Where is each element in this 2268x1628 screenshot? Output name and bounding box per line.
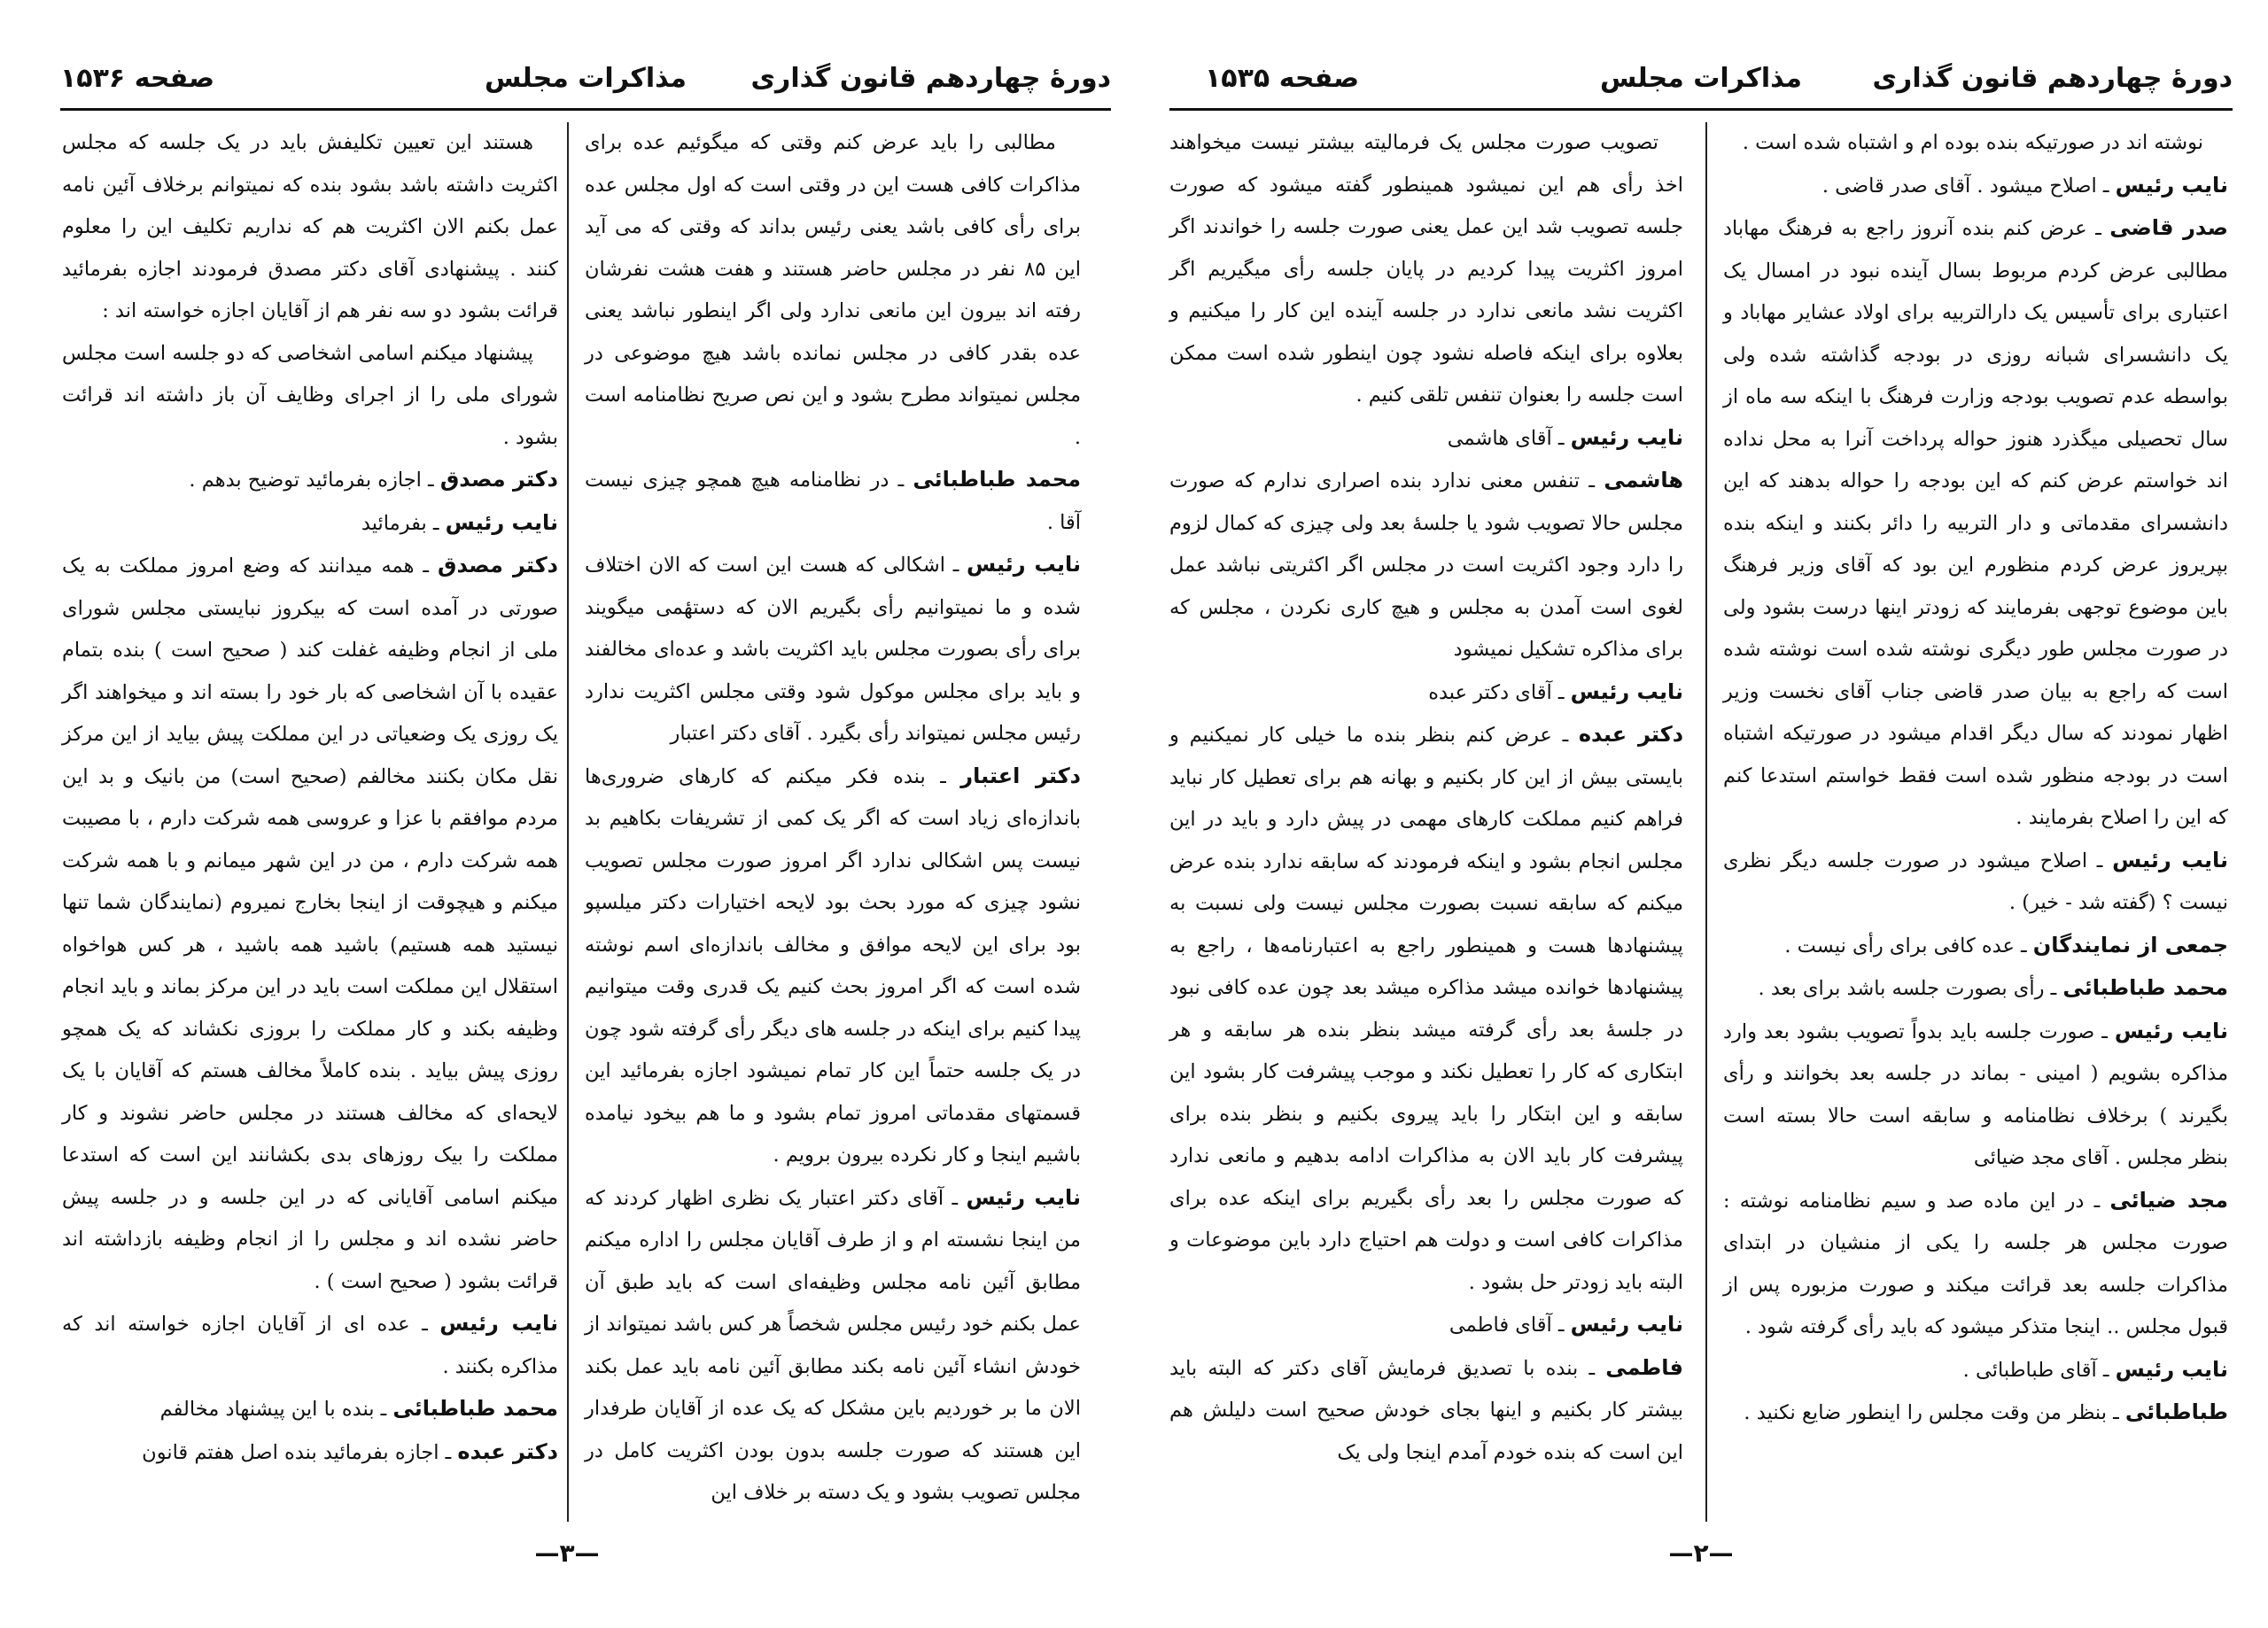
paragraph-text: آقای فاطمی xyxy=(1449,1314,1552,1337)
paragraph-text: آقای دکتر عبده xyxy=(1428,680,1552,704)
speaker-name: دکتر مصدق xyxy=(437,553,558,578)
speaker-name: صدر قاضی xyxy=(2109,215,2228,240)
paragraph-text: آقای طباطبائی . xyxy=(1962,1358,2097,1382)
text-column-right xyxy=(1723,122,2228,1435)
speaker-name: نایب رئیس xyxy=(1570,678,1683,704)
paragraph-text: هستند این تعیین تکلیفش باید در یک جلسه که مجلس اکثریت داشته باشد بشود بنده که نمیتوانم برخلاف آئین نامه عمل بکنم الان اکثریت هم که نداریم تکلیف این را معلوم کنند . پیشنهادی آقای دکتر مصدق فرمودند اجازه بفرمائید قرائت بشود دو سه نفر هم از آقایان اجازه خواسته اند : xyxy=(62,131,558,322)
speaker-dash: ـ xyxy=(421,469,440,492)
speaker-name: مجد ضیائی xyxy=(2109,1187,2228,1213)
speaker-name: نایب رئیس xyxy=(1570,1312,1683,1337)
journal-subtitle: مذاکرات مجلس xyxy=(1599,63,1803,94)
paragraph xyxy=(1723,1180,2228,1349)
page-header xyxy=(60,53,1111,105)
paragraph-text: بنظر من وقت مجلس را اینطور ضایع نکنید . xyxy=(1744,1401,2107,1424)
speaker-name: دکتر عبده xyxy=(1578,722,1684,747)
paragraph xyxy=(62,122,558,333)
paragraph xyxy=(1169,417,1683,461)
paragraph xyxy=(62,459,558,502)
speaker-dash: ـ xyxy=(1580,469,1604,492)
paragraph xyxy=(1169,671,1683,715)
page-header xyxy=(1169,53,2233,105)
speaker-dash: ـ xyxy=(2106,1401,2125,1424)
header-rule xyxy=(60,108,1111,111)
speaker-dash: ـ xyxy=(439,1440,458,1464)
speaker-name: نایب رئیس xyxy=(967,552,1081,577)
page-footer-number: —۳— xyxy=(534,1539,600,1568)
paragraph xyxy=(1723,1392,2228,1435)
paragraph xyxy=(62,1431,558,1475)
speaker-name: فاطمی xyxy=(1605,1354,1683,1380)
paragraph xyxy=(1723,840,2228,925)
right-page xyxy=(1134,0,2268,1628)
speaker-dash: ـ xyxy=(414,554,438,578)
journal-subtitle: مذاکرات مجلس xyxy=(484,63,687,94)
paragraph-text: بنده با این پیشنهاد مخالفم xyxy=(159,1398,375,1421)
paragraph-text: عرض کنم بنظر بنده ما خیلی کار نمیکنیم و بایستی بیش از این کار بکنیم و بهانه هم برای تعطیل کار نباید فراهم کنیم مملکت کارهای مهمی در پیش دارد و باید در این مجلس انجام بشود و اینکه فرمودند که سابقه ندارد بنده عرض میکنم که سابقه نسبت بصورت مجلس نیست ولی نسبت به پیشنهادها هست و همینطور راجع به اعتبارنامه‌ها ، راجع به پیشنهادها خوانده میشد مذاکره میشد بعد چون عده کافی نبود در جلسهٔ بعد رأی گرفته میشد بنظر بنده هر سابقه و هر ابتکاری که کار را تعطیل نکند و موجب پیشرفت کار بشود این سابقه و این ابتکار را باید پیروی بکنیم و بنظر بنده برای پیشرفت کار باید الان به مذاکرات ادامه بدهیم و مانعی ندارد که صورت مجلس را بعد رأی بگیریم برای اینکه عده برای مذاکرات کافی است و دولت هم احتیاج دارد باین موضوعات و البته باید زودتر حل بشود . xyxy=(1169,724,1683,1294)
paragraph xyxy=(1723,165,2228,208)
speaker-name: نایب رئیس xyxy=(2115,172,2228,198)
speaker-dash: ـ xyxy=(409,1313,440,1336)
speaker-name: دکتر عبده xyxy=(457,1438,558,1464)
paragraph xyxy=(62,502,558,546)
paragraph-text: رأی بصورت جلسه باشد برای بعد . xyxy=(1758,977,2045,1000)
paragraph xyxy=(1169,714,1683,1304)
speaker-dash: ـ xyxy=(1551,724,1579,747)
speaker-dash: ـ xyxy=(2094,1019,2115,1043)
paragraph-text: بفرمائید xyxy=(361,511,427,535)
speaker-dash: ـ xyxy=(2014,934,2033,957)
speaker-name: نایب رئیس xyxy=(966,1184,1081,1210)
paragraph xyxy=(1169,1347,1683,1475)
speaker-name: دکتر مصدق xyxy=(439,467,558,492)
paragraph xyxy=(62,333,558,460)
paragraph xyxy=(1723,925,2228,968)
speaker-name: نایب رئیس xyxy=(445,509,558,535)
paragraph-text: پیشنهاد میکنم اسامی اشخاصی که دو جلسه است مجلس شورای ملی را از اجرای وظایف آن باز داشته اند قرائت بشود . xyxy=(62,341,558,449)
paragraph xyxy=(1723,967,2228,1011)
paragraph xyxy=(1169,122,1683,417)
paragraph xyxy=(1723,1011,2228,1180)
speaker-dash: ـ xyxy=(2044,977,2063,1000)
speaker-dash: ـ xyxy=(2087,849,2113,872)
paragraph-text: اجازه بفرمائید بنده اصل هفتم قانون xyxy=(142,1440,439,1464)
speaker-name: نایب رئیس xyxy=(439,1311,558,1336)
paragraph xyxy=(585,122,1081,459)
paragraph-text: اصلاح میشود در صورت جلسه دیگر نظری نیست ؟ (گفته شد - خیر) . xyxy=(1723,849,2228,914)
speaker-dash: ـ xyxy=(944,1186,967,1210)
paragraph-text: اصلاح میشود . آقای صدر قاضی . xyxy=(1821,174,2097,198)
journal-title: دورهٔ چهاردهم قانون گذاری xyxy=(1872,63,2233,94)
speaker-name: نایب رئیس xyxy=(2112,847,2228,872)
speaker-dash: ـ xyxy=(1551,1314,1571,1337)
speaker-dash: ـ xyxy=(889,469,913,492)
paragraph-text: تنفس معنی ندارد بنده اصراری ندارم که صورت مجلس حالا تصویب شود یا جلسهٔ بعد ولی چیزی که کمال لزوم را دارد وجود اکثریت است در مجلس اگر اکثریتی نباشد عمل لغوی است آمدن به مجلس و هیچ کاری نکردن ، مجلس که برای مذاکره تشکیل نمیشود xyxy=(1169,469,1683,661)
speaker-dash: ـ xyxy=(925,764,961,788)
text-column-right xyxy=(585,122,1081,1515)
paragraph-text: در این ماده صد و سیم نظامنامه نوشته : صورت مجلس هر جلسه را یکی از منشیان در ابتدای مذاکرات جلسه بعد قرائت میکند و صورت مزبوره پس از قبول مجلس .. اینجا متذکر میشود که باید رأی گرفته شود . xyxy=(1723,1189,2228,1338)
speaker-dash: ـ xyxy=(1578,1356,1606,1380)
speaker-dash: ـ xyxy=(2086,217,2110,240)
speaker-name: طباطبائی xyxy=(2124,1399,2228,1424)
page-number: صفحه ۱۵۳۵ xyxy=(1205,63,1360,94)
speaker-dash: ـ xyxy=(374,1398,393,1421)
paragraph-text: عرض کنم بنده آنروز راجع به فرهنگ مهاباد مطالبی عرض کردم مربوط بسال آینده نبود در امسال یک اعتباری برای تأسیس یک دارالتربیه برای اولاد عشایر مهاباد و یک دانشسرای شبانه روزی در بودجه گذاشته شده ولی بواسطه عدم تصویب بودجه وزارت فرهنگ با اینکه سه ماه از سال تحصیلی میگذرد هنوز حواله پرداخت آنرا به محل نداده اند خواستم عرض کنم که این بودجه را حواله بدهند که این دانشسرای مقدماتی و دار التربیه را دائر بکنند و اینکه بنده بپریروز عرض کردم منظورم این بود که آقای وزیر فرهنگ باین موضوع توجهی بفرمایند که زودتر اینها درست بشود ولی در صورت مجلس طور دیگری نوشته شده است نوشته شده است که راجع به بیان صدر قاضی جناب آقای نخست وزیر اظهار نمودند که سال دیگر اقدام میشود در صورتیکه اشتباه است در بودجه منظور شده است فقط خواستم استدعا کنم که این را اصلاح بفرمایند . xyxy=(1723,217,2228,829)
text-column-left xyxy=(62,122,558,1474)
paragraph xyxy=(585,756,1081,1177)
column-divider xyxy=(1705,122,1707,1522)
page-footer-number: —۲— xyxy=(1668,1539,1734,1568)
paragraph xyxy=(62,545,558,1303)
speaker-name: نایب رئیس xyxy=(2115,1356,2228,1382)
speaker-name: محمد طباطبائی xyxy=(392,1396,558,1421)
paragraph-text: عده ای از آقایان اجازه خواسته اند که مذاکره بکنند . xyxy=(62,1313,558,1378)
paragraph-text: بنده فکر میکنم که کارهای ضروری‌ها باندازه‌ای زیاد است که اگر یک کمی از تشریفات بکاهیم بد نیست پس اشکالی ندارد اگر امروز صورت مجلس تصویب نشود چیزی که مورد بحث بود لایحه اختیارات دکتر میلسپو بود برای این لایحه موافق و مخالف باندازه‌ای اسم نوشته شده است که اگر امروز بحث کنیم یک قدری وقت میتوانیم پیدا کنیم برای اینکه در جلسه های دیگر رأی گرفته شود چون در یک جلسه حتماً این کار تمام نمیشود اجازه بفرمائید این قسمتهای مقدماتی امروز تمام بشود و ما هم بیخود نیامده باشیم اینجا و کار نکرده بیرون برویم . xyxy=(585,764,1081,1167)
paragraph-text: آقای هاشمی xyxy=(1447,426,1552,450)
paragraph xyxy=(585,544,1081,756)
paragraph xyxy=(1169,1304,1683,1347)
speaker-name: محمد طباطبائی xyxy=(913,467,1081,492)
paragraph-text: بنده با تصدیق فرمایش آقای دکتر که البته باید بیشتر کار بکنیم و اینها بجای خودش صحیح است دلیلش هم این است که بنده خودم آمدم اینجا ولی یک xyxy=(1169,1356,1683,1464)
speaker-dash: ـ xyxy=(2084,1189,2110,1213)
speaker-dash: ـ xyxy=(2096,174,2116,198)
paragraph xyxy=(1723,122,2228,165)
paragraph xyxy=(62,1303,558,1388)
paragraph-text: اجازه بفرمائید توضیح بدهم . xyxy=(189,469,422,492)
text-column-left xyxy=(1169,122,1683,1474)
paragraph xyxy=(585,1177,1081,1515)
speaker-name: هاشمی xyxy=(1604,468,1683,492)
paragraph-text: در نظامنامه هیچ همچو چیزی نیست آقا . xyxy=(585,469,1081,534)
paragraph xyxy=(1723,207,2228,840)
paragraph-text: صورت جلسه باید بدواً تصویب بشود بعد وارد مذاکره بشویم ( امینی - بماند در جلسه بعد بخوانند و رأی بگیرند ) برخلاف نظامنامه و سابقه است حالا بسته است بنظر مجلس . آقای مجد ضیائی xyxy=(1723,1019,2228,1169)
paragraph xyxy=(1169,460,1683,671)
paragraph-text: اشکالی که هست این است که الان اختلاف شده و ما نمیتوانیم رأی بگیریم الان که دستهٔمی میگویند برای رأی بصورت مجلس باید اکثریت باشد و عده‌ای مخالفند و باید برای مجلس موکول شود وقتی مجلس اکثریت ندارد رئیس مجلس نمیتواند رأی بگیرد . آقای دکتر اعتبار xyxy=(585,554,1081,745)
speaker-name: جمعی از نمایندگان xyxy=(2032,932,2228,957)
header-rule xyxy=(1169,108,2233,111)
speaker-dash: ـ xyxy=(1551,426,1571,450)
speaker-name: نایب رئیس xyxy=(1570,424,1683,450)
paragraph-text: مطالبی را باید عرض کنم وقتی که میگوئیم عده برای مذاکرات کافی هست این در وقتی است که اول مجلس عده برای رأی کافی باشد یعنی رئیس بداند که وقتی که می آید این ۸۵ نفر در مجلس حاضر هستند و هفت هشت نفرشان رفته اند بیرون این مانعی ندارد ولی اگر اینطور نباشد یعنی عده بقدر کافی در مجلس نمانده باشد هیچ موضوعی در مجلس نمیتواند مطرح بشود و این نص صریح نظامنامه است . xyxy=(585,131,1081,449)
paragraph-text: همه میدانند که وضع امروز مملکت به یک صورتی در آمده است که بیکروز نبایستی مجلس شورای ملی از انجام وظیفه غفلت کند ( صحیح است ) بنده بتمام عقیده با آن اشخاصی که بار خود را بسته اند و میخواهند اگر یک روزی یک وضعیاتی در این مملکت پیش بیاید از این مرکز نقل مکان بکنند مخالفم (صحیح است) من بانیک و بد این مردم موافقم با عزا و عروسی همه شرکت دارم ، با مصیبت همه شرکت دارم ، من در این شهر میمانم و با همه شرکت میکنم و هیچوقت از اینجا بخارج نمیروم (نمایندگان شما تنها نیستید همه هستیم) باشید همه باشید ، هر کس هواخواه استقلال این مملکت است باید در این مرکز بماند و باید انجام وظیفه بکند و کار مملکت را بروزی نکشاند که یک همچو روزی پیش بیاید . بنده کاملاً مخالف هستم که آقایان با یک لایحه‌ای که مخالف هستند در مجلس حاضر نشوند و کار مملکت را بیک روزهای بدی بکشانند این است که استدعا میکنم اسامی آقایانی که در این جلسه و در جلسه پیش حاضر نشده اند و مجلس را از انجام وظیفه بازداشته اند قرائت بشود ( صحیح است ) . xyxy=(62,554,558,1293)
paragraph xyxy=(585,459,1081,544)
speaker-name: محمد طباطبائی xyxy=(2062,975,2228,1000)
paragraph xyxy=(62,1388,558,1431)
speaker-name: دکتر اعتبار xyxy=(960,763,1081,788)
speaker-dash: ـ xyxy=(426,511,446,535)
speaker-name: نایب رئیس xyxy=(2114,1018,2228,1043)
speaker-dash: ـ xyxy=(2096,1358,2116,1382)
speaker-dash: ـ xyxy=(1551,680,1571,704)
column-divider xyxy=(567,122,569,1522)
speaker-dash: ـ xyxy=(944,554,967,577)
page-number: صفحه ۱۵۳۶ xyxy=(60,63,215,94)
journal-title: دورهٔ چهاردهم قانون گذاری xyxy=(750,63,1111,94)
paragraph-text: آقای دکتر اعتبار یک نظری اظهار کردند که من اینجا نشسته ام و از طرف آقایان مجلس را اداره میکنم مطابق آئین نامه مجلس وظیفه‌ای است که باید طبق آن عمل بکنم خود رئیس مجلس شخصاً هر کس باشد نمیتواند از خودش انشاء آئین نامه بکند مطابق آئین نامه باید عمل بکند الان ما بر خوردیم باین مشکل که یک عده از آقایان طرفدار این هستند که صورت جلسه بدون بودن اکثریت کامل در مجلس تصویب بشود و یک دسته بر خلاف این xyxy=(585,1186,1081,1504)
paragraph xyxy=(1723,1349,2228,1392)
paragraph-text: نوشته اند در صورتیکه بنده بوده ام و اشتباه شده است . xyxy=(1742,131,2203,154)
paragraph-text: تصویب صورت مجلس یک فرمالیته بیشتر نیست میخواهند اخذ رأی هم این نمیشود همینطور گفته میشود که صورت جلسه تصویب شد این عمل یعنی صورت جلسه را خواندند اگر امروز اکثریت پیدا کردیم در پایان جلسه رأی میگیریم اگر اکثریت نشد مانعی ندارد در جلسه آینده این کار را میکنیم و بعلاوه برای اینکه فاصله نشود چون اینطور شده است ممکن است جلسه را بعنوان تنفس تلقی کنیم . xyxy=(1169,131,1683,407)
paragraph-text: عده کافی برای رأی نیست . xyxy=(1784,934,2015,957)
